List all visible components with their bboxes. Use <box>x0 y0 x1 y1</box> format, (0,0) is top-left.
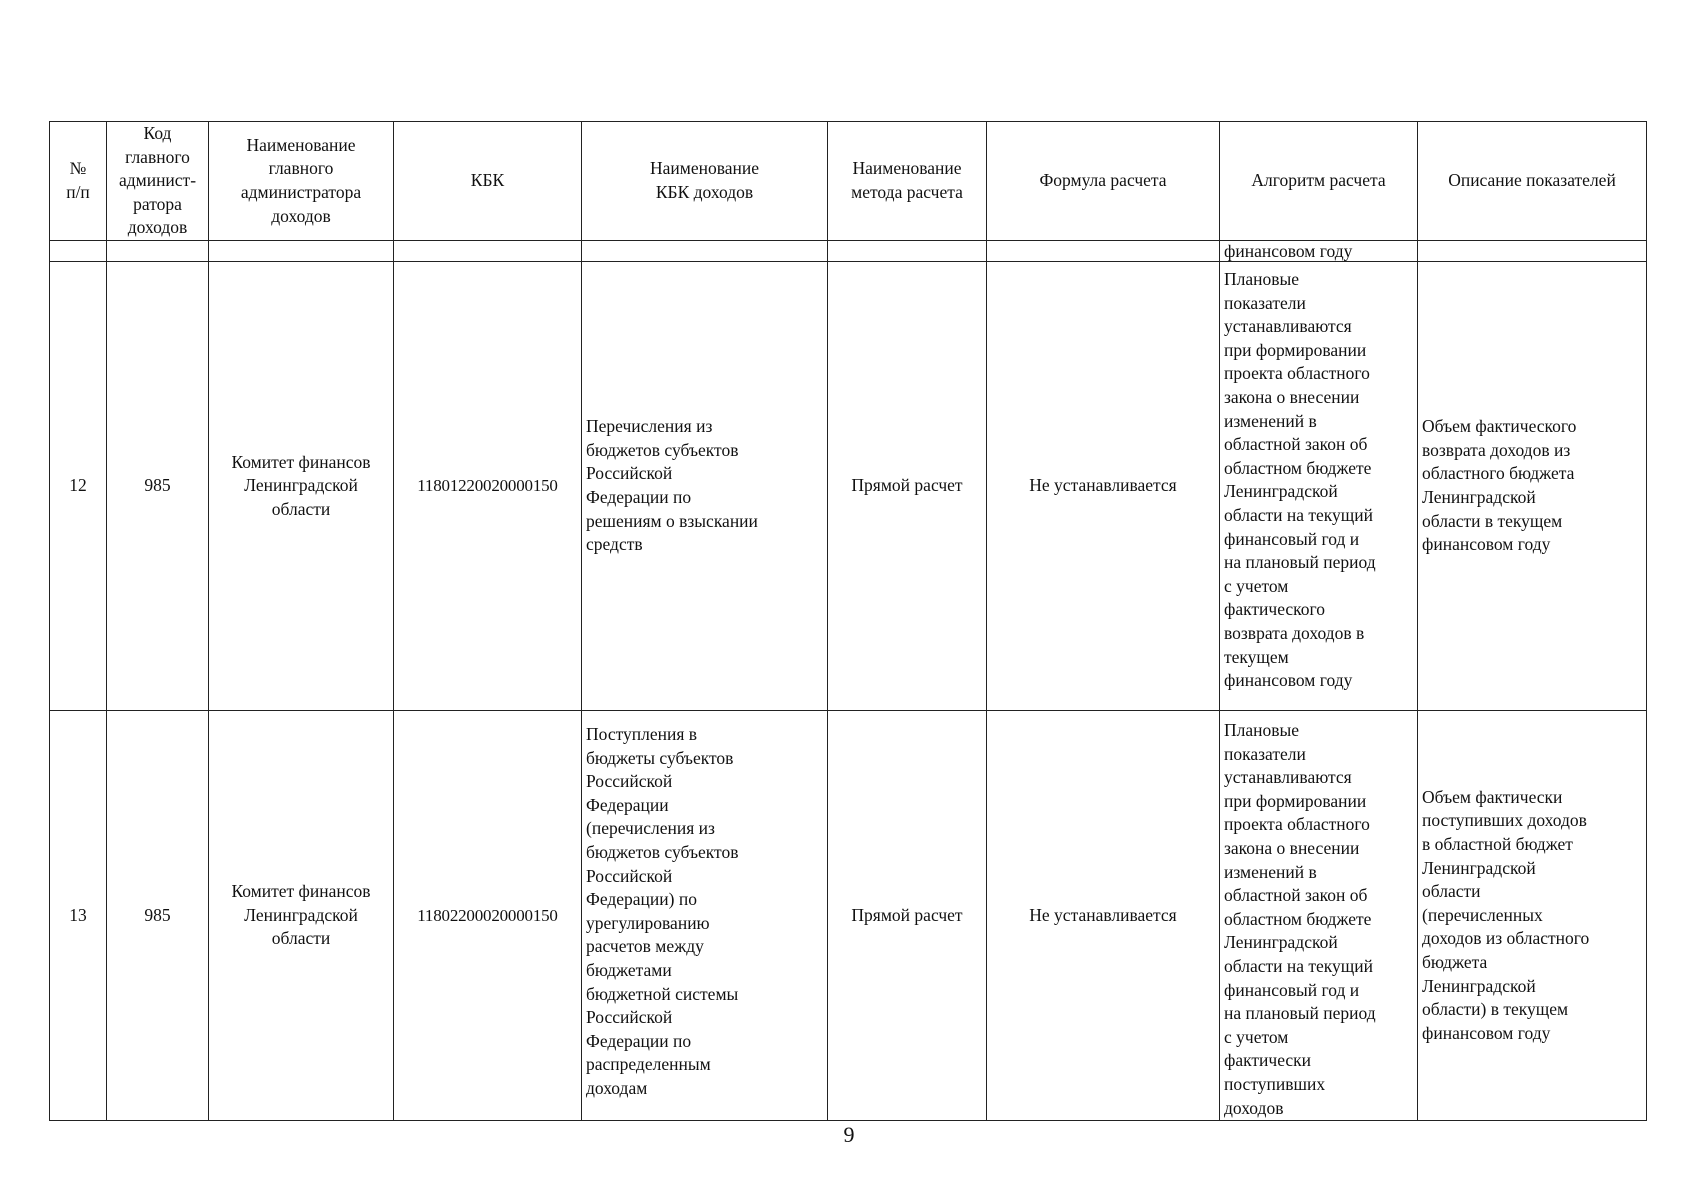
cell-admin-code: 985 <box>107 711 209 1121</box>
cell-empty <box>209 241 394 262</box>
cell-formula: Не устанавливается <box>987 711 1220 1121</box>
cell-formula: Не устанавливается <box>987 262 1220 711</box>
cell-kbk-name: Перечисления из бюджетов субъектов Российской Федерации по решениям о взыскании средств <box>582 262 828 711</box>
cell-admin-code: 985 <box>107 262 209 711</box>
cell-num: 12 <box>50 262 107 711</box>
cell-kbk-name: Поступления в бюджеты субъектов Российской Федерации (перечисления из бюджетов субъектов Российской Федерации) по урегулированию расчетов между бюджетами бюджетной системы Российской Федерации по распределенным доходам <box>582 711 828 1121</box>
table-header-row <box>50 122 1647 241</box>
cell-num: 13 <box>50 711 107 1121</box>
cell-kbk: 11801220020000150 <box>394 262 582 711</box>
cell-description: Объем фактического возврата доходов из областного бюджета Ленинградской области в текущем финансовом году <box>1418 262 1647 711</box>
table-row <box>50 711 1647 1121</box>
cell-empty <box>1418 241 1647 262</box>
cell-description: Объем фактически поступивших доходов в областной бюджет Ленинградской области (перечисленных доходов из областного бюджета Ленинградской области) в текущем финансовом году <box>1418 711 1647 1121</box>
header-method: Наименование метода расчета <box>828 122 987 241</box>
cell-kbk: 11802200020000150 <box>394 711 582 1121</box>
header-description: Описание показателей <box>1418 122 1647 241</box>
header-kbk: КБК <box>394 122 582 241</box>
header-formula: Формула расчета <box>987 122 1220 241</box>
cell-empty <box>828 241 987 262</box>
header-algorithm: Алгоритм расчета <box>1220 122 1418 241</box>
header-admin-name: Наименование главного администратора доходов <box>209 122 394 241</box>
cell-method: Прямой расчет <box>828 262 987 711</box>
page-number: 9 <box>843 1122 855 1147</box>
cell-empty <box>394 241 582 262</box>
cell-empty <box>987 241 1220 262</box>
cell-algorithm: Плановые показатели устанавливаются при формировании проекта областного закона о внесении изменений в областной закон об областном бюджете Ленинградской области на текущий финансовый год и на плановый период с учетом фактического возврата доходов в текущем финансовом году <box>1220 262 1418 711</box>
cell-algorithm-continuation: финансовом году <box>1220 241 1418 262</box>
header-num: № п/п <box>50 122 107 241</box>
cell-algorithm: Плановые показатели устанавливаются при формировании проекта областного закона о внесении изменений в областной закон об областном бюджете Ленинградской области на текущий финансовый год и на плановый период с учетом фактически поступивших доходов <box>1220 711 1418 1121</box>
header-admin-code: Код главного админист- ратора доходов <box>107 122 209 241</box>
revenue-methods-table <box>49 121 1647 1121</box>
cell-empty <box>50 241 107 262</box>
cell-empty <box>107 241 209 262</box>
header-kbk-name: Наименование КБК доходов <box>582 122 828 241</box>
table-row-continuation <box>50 241 1647 262</box>
table-row <box>50 262 1647 711</box>
cell-empty <box>582 241 828 262</box>
cell-admin-name: Комитет финансов Ленинградской области <box>209 262 394 711</box>
cell-method: Прямой расчет <box>828 711 987 1121</box>
cell-admin-name: Комитет финансов Ленинградской области <box>209 711 394 1121</box>
